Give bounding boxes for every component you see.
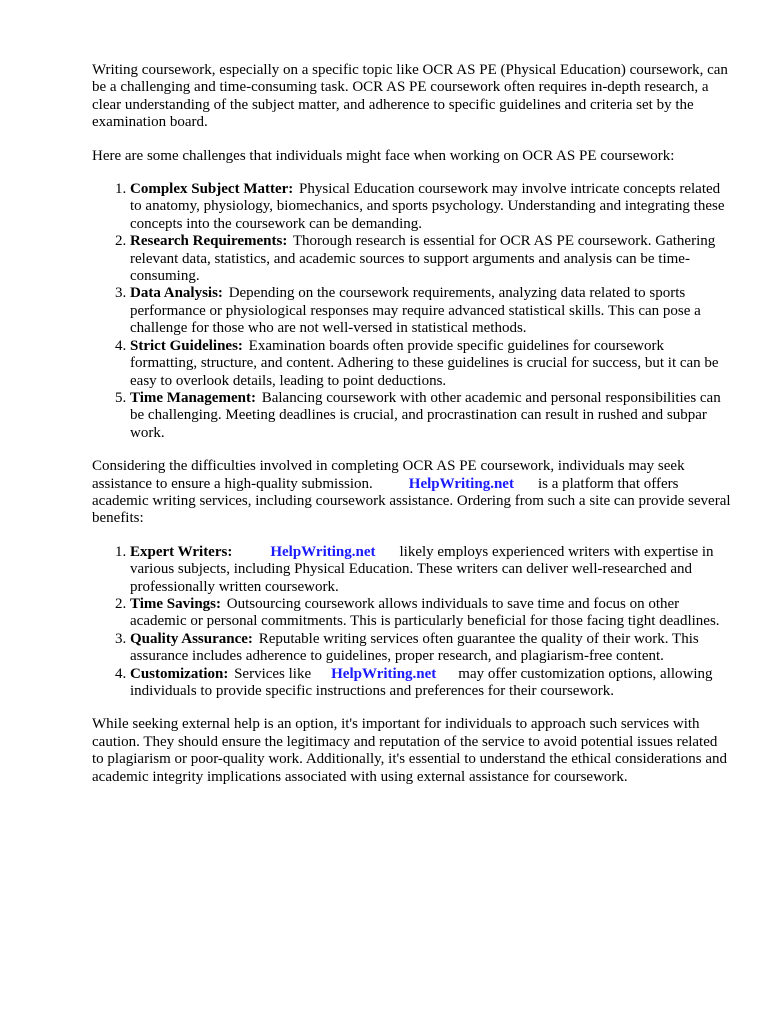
challenge-term: Strict Guidelines: <box>130 337 243 354</box>
considering-text-before: Considering the difficulties involved in completing OCR AS PE coursework, individuals may seek assistance to ensure a high-quality submission. <box>92 458 685 492</box>
challenge-item <box>130 285 732 337</box>
challenges-intro-paragraph: Here are some challenges that individuals might face when working on OCR AS PE coursework: <box>92 147 675 164</box>
document-page <box>92 62 732 802</box>
challenge-item <box>130 338 732 390</box>
benefit-item <box>130 666 732 701</box>
helpwriting-link[interactable]: HelpWriting.net <box>331 665 437 682</box>
challenge-term: Time Management: <box>130 389 256 406</box>
benefit-text: Outsourcing coursework allows individuals to save time and focus on other academic or personal commitments. This is particularly beneficial for those facing tight deadlines. <box>130 595 720 630</box>
benefit-text-before: Services like <box>234 665 312 682</box>
helpwriting-link[interactable]: HelpWriting.net <box>270 543 376 560</box>
challenge-text: Thorough research is essential for OCR AS PE coursework. Gathering relevant data, statistics, and academic sources to support arguments and analysis can be time-consuming. <box>130 233 716 285</box>
helpwriting-link[interactable]: HelpWriting.net <box>408 475 514 492</box>
challenge-item <box>130 390 732 442</box>
benefit-term: Expert Writers: <box>130 543 233 560</box>
challenge-text: Physical Education coursework may involve intricate concepts related to anatomy, physiology, biomechanics, and sports psychology. Understanding and integrating these concepts into the coursework can be demanding. <box>130 181 725 232</box>
benefit-term: Customization: <box>130 665 229 682</box>
challenge-item <box>130 233 732 285</box>
conclusion-paragraph: While seeking external help is an option, it's important for individuals to approach such services with caution. They should ensure the legitimacy and reputation of the service to avoid potential issues related to plagiarism or poor-quality work. Additionally, it's essential to understand the ethical considerations and academic integrity implications associated with using external assistance for coursework. <box>92 716 728 785</box>
benefit-term: Time Savings: <box>130 595 221 612</box>
benefit-text: Reputable writing services often guarantee the quality of their work. This assurance includes adherence to guidelines, proper research, and plagiarism-free content. <box>130 630 699 665</box>
intro-paragraph: Writing coursework, especially on a specific topic like OCR AS PE (Physical Education) coursework, can be a challenging and time-consuming task. OCR AS PE coursework often requires in-depth research, a clear understanding of the subject matter, and adherence to specific guidelines and criteria set by the examination board. <box>92 62 728 131</box>
benefit-item <box>130 544 732 596</box>
benefit-text: likely employs experienced writers with expertise in various subjects, including Physical Education. These writers can deliver well-researched and professionally written coursework. <box>130 543 714 595</box>
benefit-term: Quality Assurance: <box>130 630 253 647</box>
challenge-term: Research Requirements: <box>130 233 288 250</box>
challenge-term: Data Analysis: <box>130 285 223 302</box>
considering-paragraph <box>92 458 732 528</box>
benefits-list <box>92 544 732 701</box>
challenge-text: Depending on the coursework requirements, analyzing data related to sports performance or physiological responses may require advanced statistical skills. This can pose a challenge for those who are not well-versed in statistical methods. <box>130 285 701 337</box>
challenge-text: Balancing coursework with other academic and personal responsibilities can be challenging. Meeting deadlines is crucial, and procrastination can result in rushed and subpar work. <box>130 389 721 441</box>
challenge-item <box>130 181 732 233</box>
benefit-item <box>130 631 732 666</box>
considering-text-after: is a platform that offers academic writing services, including coursework assistance. Ordering from such a site can provide several benefits: <box>92 475 731 527</box>
benefit-text: may offer customization options, allowing individuals to provide specific instructions and preferences for their coursework. <box>130 665 713 699</box>
challenges-list <box>92 181 732 442</box>
challenge-term: Complex Subject Matter: <box>130 181 294 198</box>
benefit-item <box>130 596 732 631</box>
challenge-text: Examination boards often provide specific guidelines for coursework formatting, structure, and content. Adhering to these guidelines is crucial for success, but it can be easy to overlook details, leading to point deductions. <box>130 337 719 389</box>
